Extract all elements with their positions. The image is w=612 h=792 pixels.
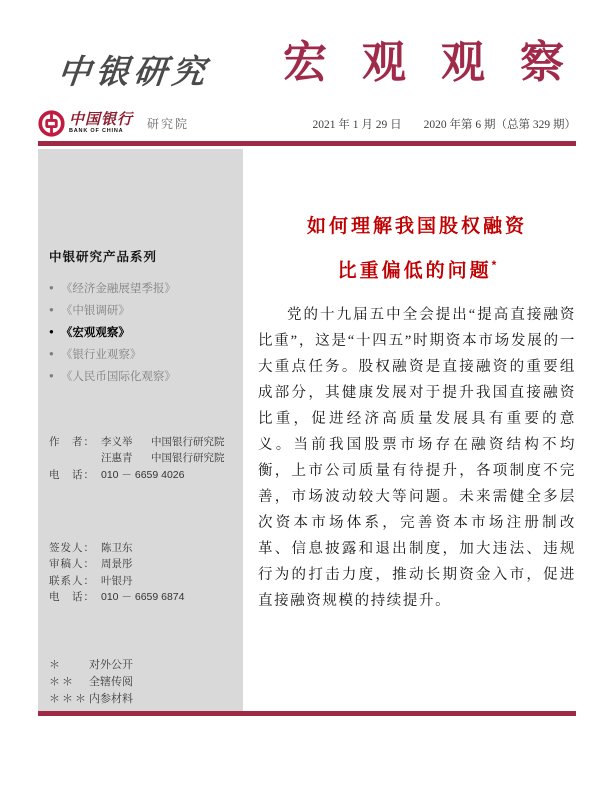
signoff-block bbox=[49, 539, 239, 605]
bullet-icon: ● bbox=[49, 371, 54, 380]
article-title-line2-text: 比重偏低的问题 bbox=[337, 260, 492, 282]
author-label: 作 者： bbox=[49, 435, 95, 448]
footnote-asterisk: * bbox=[491, 258, 497, 272]
note-public bbox=[49, 655, 133, 672]
note-label: 全辖传阅 bbox=[89, 675, 133, 688]
article-title-line1: 如何理解我国股权融资 bbox=[306, 216, 527, 237]
author-affiliation: 中国银行研究院 bbox=[151, 452, 225, 465]
authors-block bbox=[49, 433, 239, 483]
masthead bbox=[38, 34, 576, 100]
series-item-economic-outlook bbox=[49, 277, 237, 299]
bank-logo-block bbox=[38, 110, 189, 137]
header-rule bbox=[38, 141, 576, 146]
series-item-macro-observation bbox=[49, 321, 237, 343]
series-item-banking-observation bbox=[49, 343, 237, 365]
sidebar bbox=[38, 149, 243, 711]
note-label: 内参材料 bbox=[89, 692, 133, 705]
date-issue-line bbox=[313, 116, 577, 132]
contact-phone-label: 电 话： bbox=[49, 591, 95, 604]
issue-number: 2020 年第 6 期（总第 329 期） bbox=[423, 119, 576, 131]
two-star-marker: ＊＊ bbox=[49, 674, 75, 688]
classification-notes bbox=[49, 655, 133, 706]
bullet-icon: ● bbox=[49, 349, 54, 358]
one-star-marker: ＊ bbox=[49, 657, 62, 671]
author-name: 李义举 bbox=[101, 435, 133, 448]
note-internal-circulation bbox=[49, 672, 133, 689]
bullet-icon: ● bbox=[49, 327, 54, 336]
phone-number: 010 － 6659 4026 bbox=[101, 468, 185, 481]
bullet-icon: ● bbox=[49, 283, 54, 292]
phone-row bbox=[49, 466, 239, 483]
product-series-block bbox=[49, 247, 237, 387]
series-item-label: 《人民币国际化观察》 bbox=[60, 371, 176, 383]
article-title bbox=[258, 212, 576, 286]
contact-phone-number: 010 － 6659 6874 bbox=[101, 591, 185, 604]
footer-rule bbox=[38, 711, 576, 716]
reviewer-row bbox=[49, 556, 239, 573]
boc-research-calligraphy-logo: 中银研究 bbox=[55, 52, 212, 91]
contact-label: 联系人： bbox=[49, 574, 95, 587]
reviewer-name: 周景彤 bbox=[101, 558, 133, 571]
series-item-rmb-internationalization bbox=[49, 365, 237, 387]
series-item-label: 《宏观观察》 bbox=[60, 327, 130, 339]
bank-of-china-coin-icon bbox=[38, 110, 65, 137]
publisher-row bbox=[38, 108, 576, 142]
publication-date: 2021 年 1 月 29 日 bbox=[312, 119, 402, 131]
publication-title: 宏 观 观 察 bbox=[283, 38, 576, 87]
contact-phone-row bbox=[49, 589, 239, 606]
bank-logo-text bbox=[69, 112, 133, 135]
series-item-boc-survey bbox=[49, 299, 237, 321]
author-row bbox=[49, 433, 239, 450]
issuer-label: 签发人： bbox=[49, 541, 95, 554]
abstract-paragraph: 党的十九届五中全会提出“提高直接融资比重”，这是“十四五”时期资本市场发展的一大重点任务。股权融资是直接融资的重要组成部分，其健康发展对于提升我国直接融资比重，促进经济高质量发展具有重要的意义。当前我国股票市场存在融资结构不均衡，上市公司质量有待提升，各项制度不完善，市场波动较大等问题。未来需健全多层次资本市场体系，完善资本市场注册制改革、信息披露和退出制度，加大违法、违规行为的打击力度，推动长期资金入市，促进直接融资规模的持续提升。 bbox=[258, 307, 576, 610]
series-item-label: 《中银调研》 bbox=[60, 305, 130, 317]
three-star-marker: ＊＊＊ bbox=[49, 691, 88, 705]
series-item-label: 《银行业观察》 bbox=[60, 349, 142, 361]
bank-name-chinese: 中国银行 bbox=[69, 110, 134, 129]
institute-name: 研究院 bbox=[147, 117, 190, 131]
bullet-icon: ● bbox=[49, 305, 54, 314]
reviewer-label: 审稿人： bbox=[49, 558, 95, 571]
author-name: 汪惠青 bbox=[101, 452, 133, 465]
article-title-line2 bbox=[258, 250, 576, 286]
issuer-name: 陈卫东 bbox=[101, 541, 133, 554]
series-item-label: 《经济金融展望季报》 bbox=[60, 283, 176, 295]
note-internal-reference bbox=[49, 689, 133, 706]
author-row bbox=[49, 450, 239, 467]
phone-label: 电 话： bbox=[49, 468, 95, 481]
author-affiliation: 中国银行研究院 bbox=[151, 435, 225, 448]
bank-name-english: BANK OF CHINA bbox=[69, 128, 124, 135]
issuer-row bbox=[49, 539, 239, 556]
contact-row bbox=[49, 572, 239, 589]
contact-name: 叶银丹 bbox=[101, 574, 133, 587]
note-label: 对外公开 bbox=[89, 658, 133, 671]
article-column bbox=[258, 212, 576, 614]
product-series-heading: 中银研究产品系列 bbox=[49, 250, 158, 264]
